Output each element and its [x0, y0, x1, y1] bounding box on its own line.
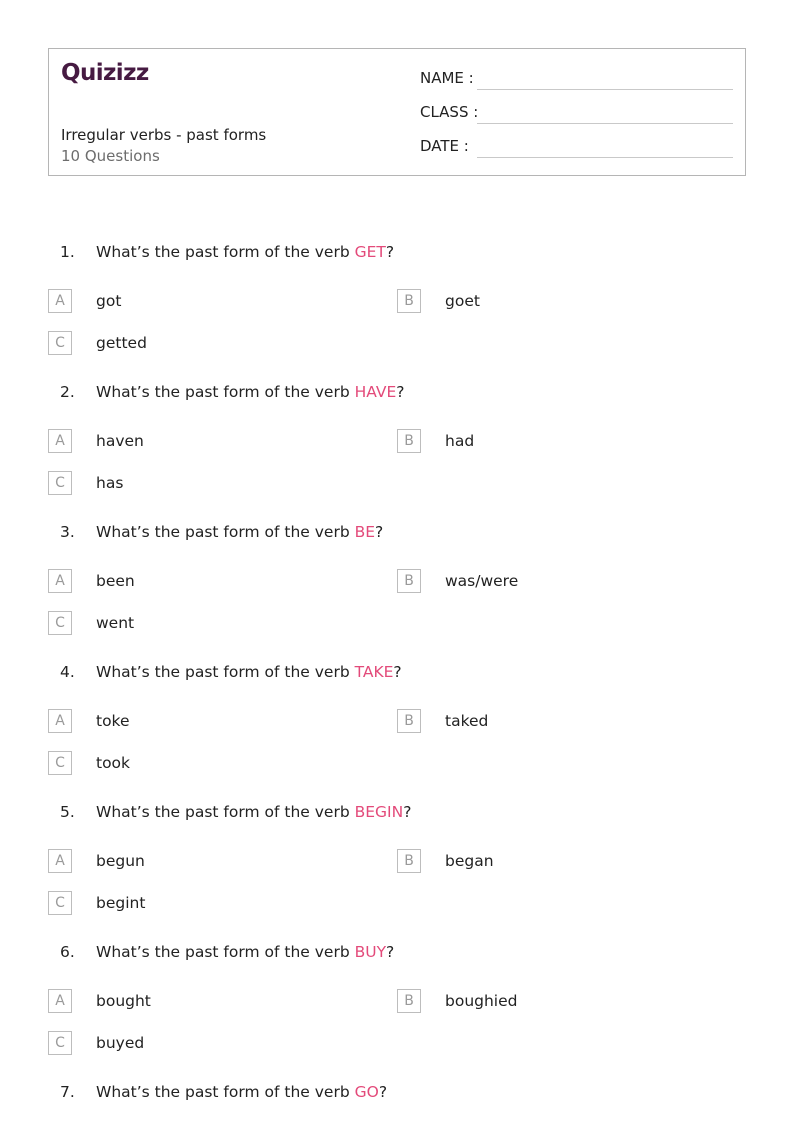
- question-verb: GET: [354, 243, 386, 261]
- question-suffix: ?: [396, 383, 405, 401]
- question-4: [0, 660, 794, 684]
- question-suffix: ?: [385, 243, 395, 261]
- question-prompt: What’s the past form of the verb: [96, 663, 355, 681]
- option-text: haven: [96, 432, 144, 450]
- option-text: boughied: [445, 992, 518, 1010]
- option-letter-box: B: [397, 849, 421, 873]
- question-number: 4.: [60, 663, 75, 681]
- option-letter-box: C: [48, 1031, 72, 1055]
- option-letter-box: C: [48, 751, 72, 775]
- option-text: has: [96, 474, 124, 492]
- option-text: got: [96, 292, 122, 310]
- question-text: [96, 380, 405, 404]
- option-letter-box: B: [397, 429, 421, 453]
- question-prompt: What’s the past form of the verb: [96, 383, 355, 401]
- question-verb: BEGIN: [354, 803, 404, 821]
- question-number: 7.: [60, 1083, 75, 1101]
- option-letter-box: C: [48, 891, 72, 915]
- question-number: 6.: [60, 943, 75, 961]
- option-letter-box: A: [48, 569, 72, 593]
- option-text: getted: [96, 334, 147, 352]
- name-label: NAME :: [420, 69, 474, 87]
- question-prompt: What’s the past form of the verb: [96, 943, 355, 961]
- option-text: begun: [96, 852, 145, 870]
- date-label: DATE :: [420, 137, 469, 155]
- option-letter-box: C: [48, 331, 72, 355]
- option-letter-box: B: [397, 709, 421, 733]
- question-prompt: What’s the past form of the verb: [96, 1083, 355, 1101]
- question-text: [96, 520, 383, 544]
- worksheet-header: [48, 48, 746, 176]
- option-text: began: [445, 852, 494, 870]
- question-number: 2.: [60, 383, 75, 401]
- option-text: took: [96, 754, 131, 772]
- option-text: was/were: [445, 572, 519, 590]
- question-verb: GO: [354, 1083, 379, 1101]
- option-letter-box: B: [397, 989, 421, 1013]
- question-number: 5.: [60, 803, 75, 821]
- option-text: been: [96, 572, 135, 590]
- option-letter-box: B: [397, 289, 421, 313]
- quizizz-logo: Quizizz: [61, 60, 149, 86]
- option-text: taked: [445, 712, 489, 730]
- option-text: bought: [96, 992, 151, 1010]
- question-text: [96, 800, 411, 824]
- option-letter-box: C: [48, 611, 72, 635]
- question-suffix: ?: [386, 943, 395, 961]
- option-letter-box: A: [48, 429, 72, 453]
- question-suffix: ?: [403, 803, 412, 821]
- question-prompt: What’s the past form of the verb: [96, 243, 355, 261]
- question-text: [96, 240, 394, 264]
- question-text: [96, 1080, 387, 1104]
- option-letter-box: A: [48, 289, 72, 313]
- question-3: [0, 520, 794, 544]
- option-letter-box: C: [48, 471, 72, 495]
- question-2: [0, 380, 794, 404]
- question-suffix: ?: [375, 523, 384, 541]
- question-text: [96, 940, 394, 964]
- worksheet-title: Irregular verbs - past forms: [61, 126, 267, 144]
- option-text: goet: [445, 292, 480, 310]
- question-number: 1.: [60, 243, 75, 261]
- option-letter-box: A: [48, 989, 72, 1013]
- option-text: buyed: [96, 1034, 145, 1052]
- question-1: [0, 240, 794, 264]
- question-number: 3.: [60, 523, 75, 541]
- class-line: [477, 123, 733, 124]
- option-letter-box: A: [48, 709, 72, 733]
- option-text: begint: [96, 894, 146, 912]
- option-text: had: [445, 432, 475, 450]
- question-5: [0, 800, 794, 824]
- date-line: [477, 157, 733, 158]
- question-text: [96, 660, 402, 684]
- question-6: [0, 940, 794, 964]
- option-letter-box: A: [48, 849, 72, 873]
- question-suffix: ?: [393, 663, 402, 681]
- option-letter-box: B: [397, 569, 421, 593]
- question-verb: BUY: [354, 943, 387, 961]
- question-verb: TAKE: [354, 663, 394, 681]
- question-prompt: What’s the past form of the verb: [96, 803, 355, 821]
- question-verb: HAVE: [354, 383, 397, 401]
- question-prompt: What’s the past form of the verb: [96, 523, 355, 541]
- option-text: toke: [96, 712, 130, 730]
- class-label: CLASS :: [420, 103, 479, 121]
- option-text: went: [96, 614, 135, 632]
- name-line: [477, 89, 733, 90]
- question-7: [0, 1080, 794, 1104]
- question-suffix: ?: [378, 1083, 388, 1101]
- question-verb: BE: [354, 523, 376, 541]
- question-count: 10 Questions: [61, 147, 160, 165]
